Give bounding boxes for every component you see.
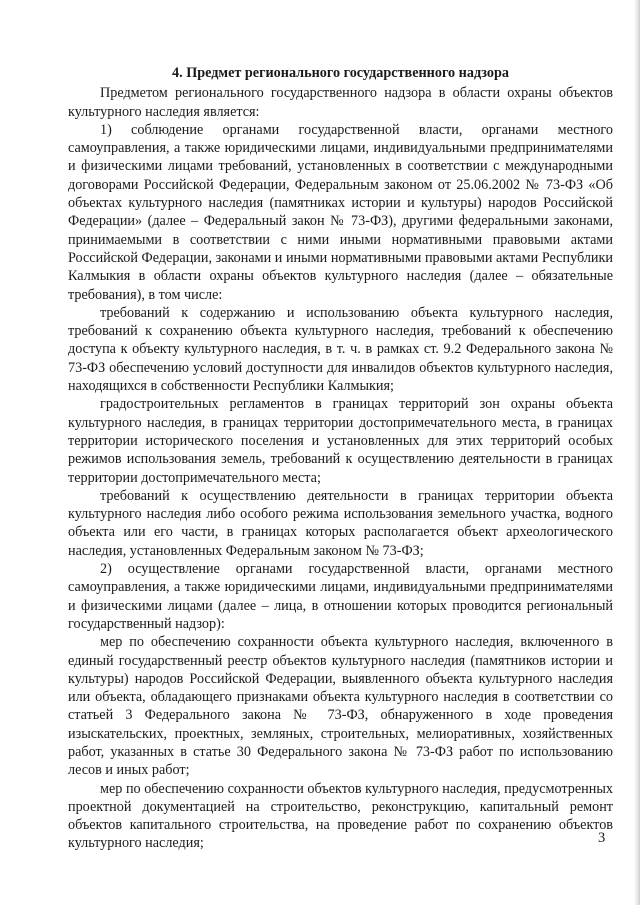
paragraph-activity-requirements: требований к осуществлению деятельности в границах территории объекта культурного наследия либо особого режима использования земельного участка, водного объекта или его части, в границах которых располагается объект археологического наследия, установленных Федеральным законом № 73-ФЗ; bbox=[68, 487, 613, 559]
paragraph-item-1: 1) соблюдение органами государственной власти, органами местного самоуправления, а также юридическими лицами, индивидуальными предпринимателями и физическими лицами требований, установленных в соответствии с международными договорами Российской Федерации, Федеральным законом от 25.06.2002 № 73-ФЗ «Об объектах культурного наследия (памятниках истории и культуры) народов Российской Федерации» (далее – Федеральный закон № 73-ФЗ), другими федеральными законами, принимаемыми в соответствии с ними иными нормативными правовыми актами Российской Федерации, законами и иными нормативными правовыми актами Республики Калмыкия в области охраны объектов культурного наследия (далее – обязательные требования), в том числе: bbox=[68, 121, 613, 303]
section-heading: 4. Предмет регионального государственного надзора bbox=[172, 65, 509, 81]
paragraph-project-measures: мер по обеспечению сохранности объектов культурного наследия, предусмотренных проектной документацией на строительство, реконструкцию, капитальный ремонт объектов капитального строительства, на проведение работ по сохранению объектов культурного наследия; bbox=[68, 780, 613, 852]
paragraph-item-2: 2) осуществление органами государственной власти, органами местного самоуправления, а также юридическими лицами, индивидуальными предпринимателями и физическими лицами (далее – лица, в отношении которых проводится региональный государственный надзор): bbox=[68, 561, 613, 632]
paragraph-requirements-content: требований к содержанию и использованию объекта культурного наследия, требований к сохранению объекта культурного наследия, требований к обеспечению доступа к объекту культурного наследия, в т. ч. в рамках ст. 9.2 Федерального закона № 73-ФЗ обеспечению условий доступности для инвалидов объектов культурного наследия, находящихся в собственности Республики Калмыкия; bbox=[68, 304, 613, 395]
page-number: 3 bbox=[598, 830, 606, 846]
paragraph-safety-measures: мер по обеспечению сохранности объекта культурного наследия, включенного в единый государственный реестр объектов культурного наследия (памятников истории и культуры) народов Российской Федерации, выявленного объекта культурного наследия или объекта, обладающего признаками объекта культурного наследия в соответствии со статьей 3 Федерального закона № 73-ФЗ, обнаруженного в ходе проведения изыскательских, проектных, земляных, строительных, мелиоративных, хозяйственных работ, указанных в статье 30 Федерального закона № 73-ФЗ работ по использованию лесов и иных работ; bbox=[68, 634, 613, 779]
paragraph-intro: Предметом регионального государственного надзора в области охраны объектов культурного наследия является: bbox=[68, 85, 613, 120]
paragraph-urban-regulations: градостроительных регламентов в границах территорий зон охраны объекта культурного наследия, в границах территории достопримечательного места, в границах территории исторического поселения и установленных для этих территорий особых режимов использования земель, требований к осуществлению деятельности в границах территории достопримечательного места; bbox=[68, 396, 613, 486]
page-edge-shadow bbox=[634, 0, 640, 905]
document-body bbox=[68, 64, 613, 853]
